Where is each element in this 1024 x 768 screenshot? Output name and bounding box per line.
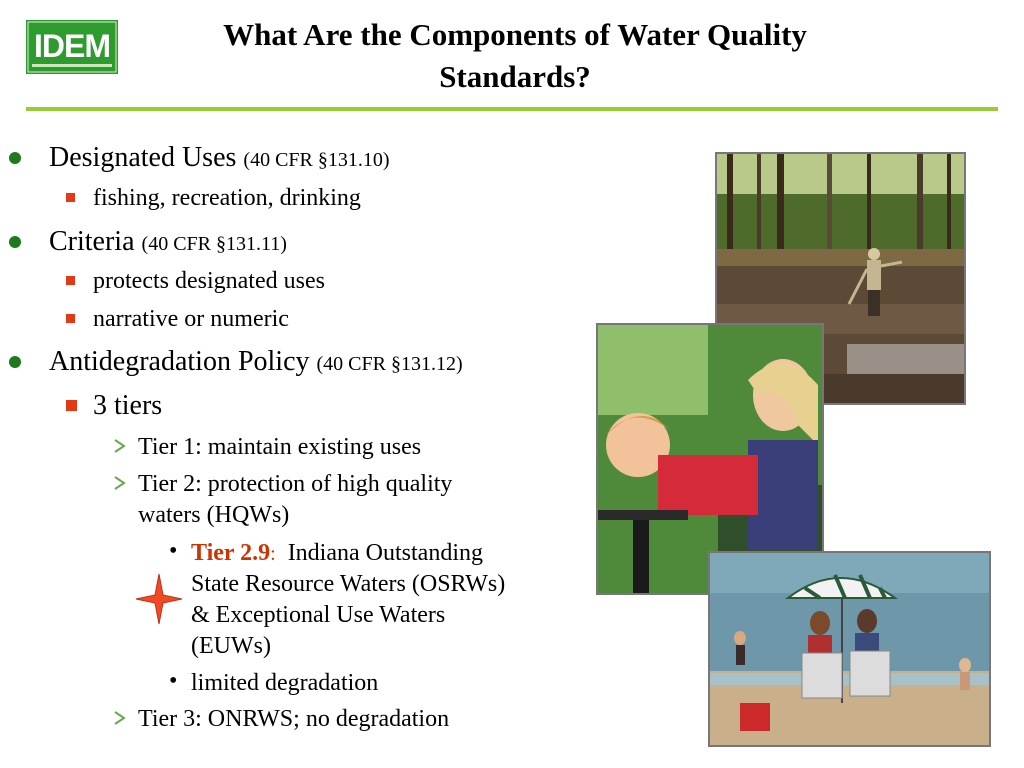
- arrow-bullet-icon: [113, 438, 127, 454]
- limited-text: limited degradation: [191, 670, 379, 696]
- tier-2-line-2: waters (HQWs): [138, 502, 290, 528]
- square-bullet: [66, 276, 75, 285]
- star-icon: [135, 573, 183, 625]
- square-bullet: [66, 193, 75, 202]
- tier-2-9-line-2: State Resource Waters (OSRWs): [191, 571, 506, 597]
- narrative-text: narrative or numeric: [93, 306, 289, 332]
- criteria-citation: (40 CFR §131.11): [141, 233, 287, 255]
- bullet-dot: [9, 356, 21, 368]
- tier-2-9-label: Tier 2.9: [191, 540, 271, 566]
- tier-2-9-continuation-3: [191, 631, 271, 662]
- tier-2-9-line-3: & Exceptional Use Waters: [191, 602, 446, 628]
- tier-2-9-colon: :: [270, 543, 276, 565]
- title-line-2: Standards?: [439, 59, 591, 94]
- sub-bullet-3-tiers: [93, 390, 162, 422]
- sub-bullet-uses-list: [93, 185, 361, 212]
- tier-2-9-continuation-2: [191, 600, 445, 631]
- designated-uses-label: Designated Uses: [49, 142, 237, 173]
- tier-2-9-line-4: (EUWs): [191, 633, 271, 659]
- arrow-bullet-icon: [113, 475, 127, 491]
- square-bullet: [66, 400, 77, 411]
- tier-2-9-item: [169, 538, 483, 570]
- protects-text: protects designated uses: [93, 268, 325, 294]
- tier-1-text: Tier 1: maintain existing uses: [138, 434, 422, 460]
- designated-uses-citation: (40 CFR §131.10): [243, 149, 390, 171]
- logo-text: IDEM: [34, 28, 110, 64]
- tier-2-line-1: Tier 2: protection of high quality: [138, 471, 453, 497]
- dot-bullet: •: [169, 668, 178, 694]
- dot-bullet: •: [169, 538, 178, 564]
- bullet-dot: [9, 152, 21, 164]
- tiers-text: 3 tiers: [93, 390, 163, 421]
- tier-1-item: [138, 434, 421, 461]
- uses-list-text: fishing, recreation, drinking: [93, 185, 361, 211]
- sub-bullet-narrative: [93, 306, 289, 333]
- arrow-bullet-icon: [113, 710, 127, 726]
- bullet-designated-uses: [49, 142, 390, 174]
- antideg-label: Antidegradation Policy: [49, 346, 310, 377]
- tier-3-text: Tier 3: ONRWS; no degradation: [138, 706, 450, 732]
- square-bullet: [66, 314, 75, 323]
- criteria-label: Criteria: [49, 226, 135, 257]
- antideg-citation: (40 CFR §131.12): [316, 353, 463, 375]
- beach-photo: [708, 551, 991, 747]
- tier-2-item: [138, 471, 452, 498]
- limited-degradation-item: [169, 668, 379, 699]
- tier-2-9-line-1: Indiana Outstanding: [287, 540, 483, 566]
- bullet-dot: [9, 236, 21, 248]
- title-line-1: What Are the Components of Water Quality: [223, 17, 807, 52]
- tier-2-9-continuation-1: [191, 569, 505, 600]
- tier-3-item: [138, 706, 449, 733]
- bullet-antidegradation: [49, 346, 463, 378]
- tier-2-continuation: [138, 502, 289, 529]
- sub-bullet-protects: [93, 268, 325, 295]
- bullet-criteria: [49, 226, 287, 258]
